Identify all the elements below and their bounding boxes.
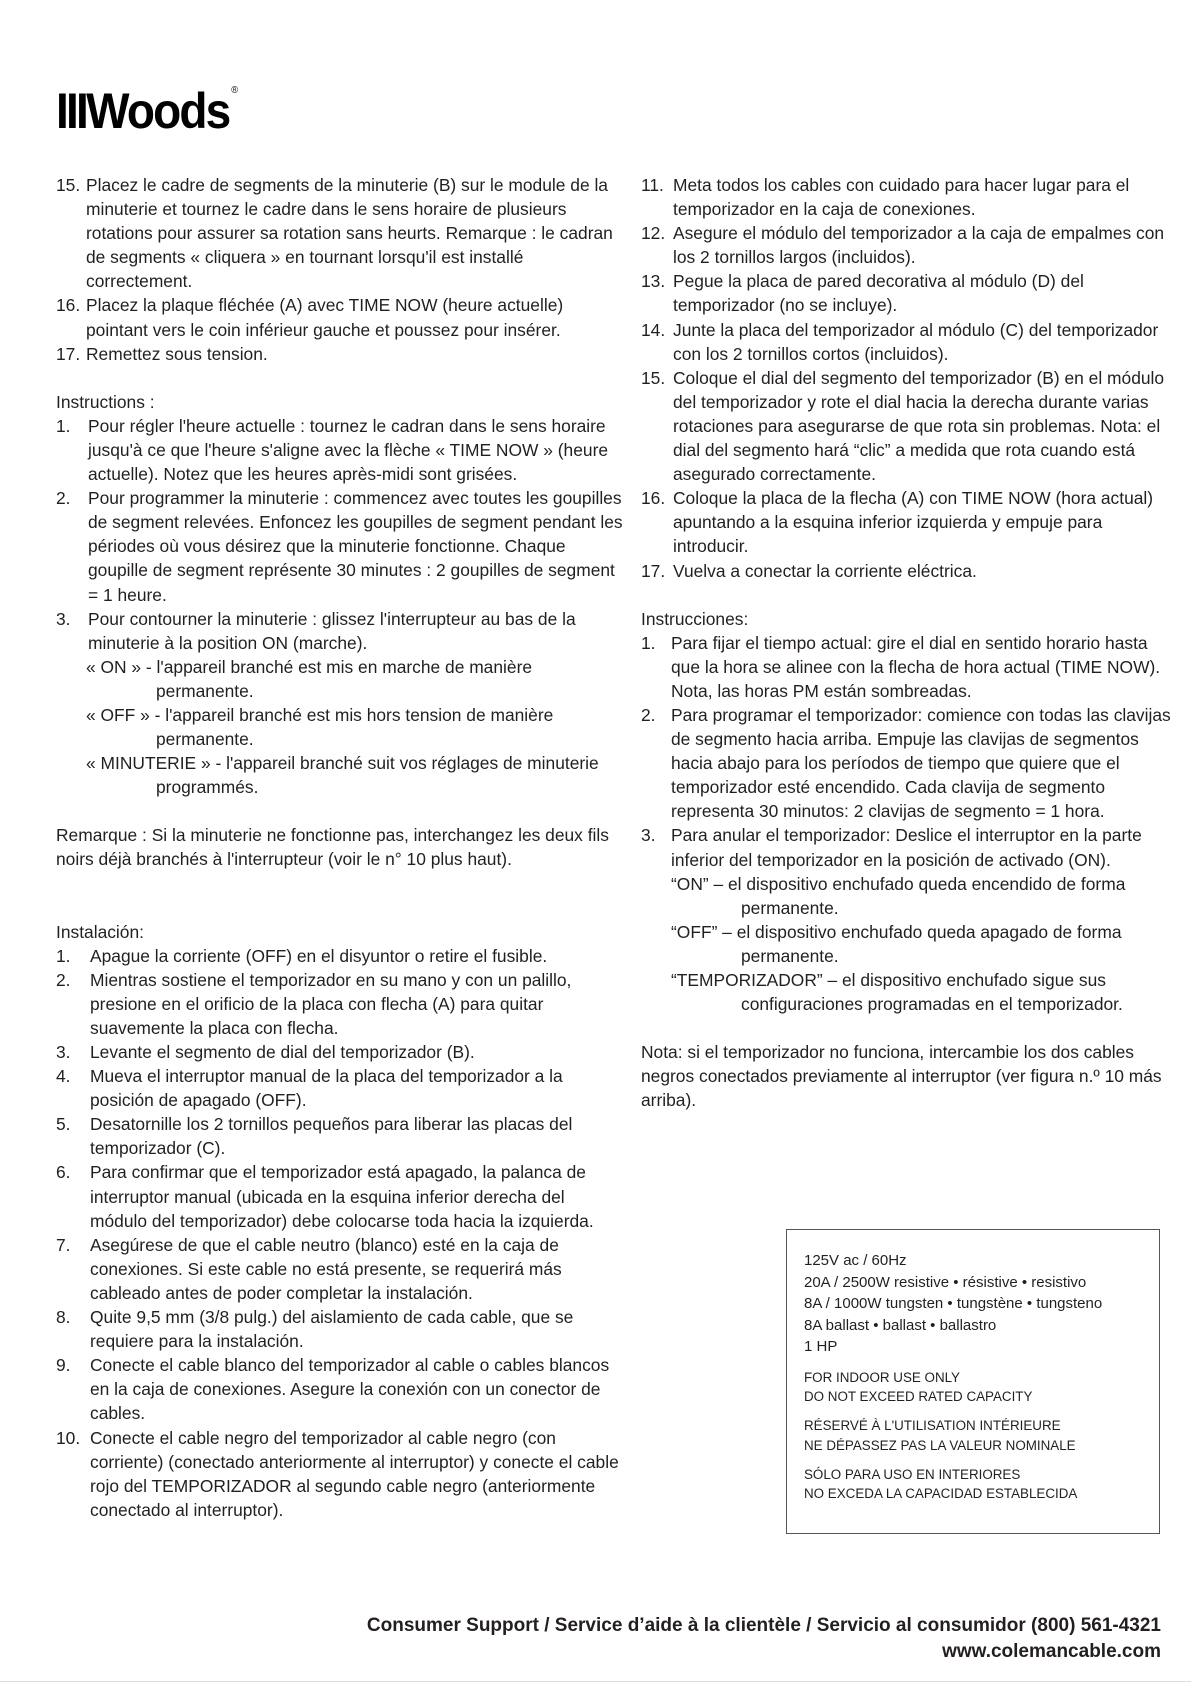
spec-line: 8A ballast • ballast • ballastro <box>804 1316 997 1334</box>
spec-line: 1 HP <box>804 1338 838 1356</box>
website-link[interactable]: www.colemancable.com <box>942 1641 1161 1662</box>
list-item: 16. Placez la plaque fléchée (A) avec TIME NOW (heure actuelle) pointant vers le coin inférieur gauche et poussez pour insérer. <box>56 295 564 340</box>
bottom-divider <box>0 1681 1191 1682</box>
list-item: 7. Asegúrese de que el cable neutro (blanco) esté en la caja de conexiones. Si este cable no está presente, se requerirá más cableado antes de poder completar la instalación. <box>56 1234 562 1303</box>
logo-wordmark: Woods <box>86 83 230 139</box>
list-item: 3. Para anular el temporizador: Deslice el interruptor en la parte inferior del temporizador en la posición de activado (ON). <box>641 825 1142 870</box>
right-column <box>641 173 1171 1112</box>
list-item: 1. Pour régler l'heure actuelle : tournez le cadran dans le sens horaire jusqu'à ce que l'heure s'aligne avec la flèche « TIME NOW » (heure actuelle). Notez que les heures après-midi sont grisées. <box>56 415 609 485</box>
fr-steps-list <box>56 173 626 366</box>
list-item: 17. Vuelva a conectar la corriente eléctrica. <box>641 560 977 581</box>
specifications-box <box>786 1229 1160 1534</box>
mode-description: “TEMPORIZADOR” – el dispositivo enchufado sigue sus configuraciones programadas en el temporizador. <box>671 970 1123 1015</box>
list-item: 10. Conecte el cable negro del temporizador al cable negro (con corriente) (conectado anteriormente al interruptor) y conecte el cable rojo del TEMPORIZADOR al segundo cable negro (anteriormente conectado al interruptor). <box>56 1427 619 1520</box>
list-item: 11. Meta todos los cables con cuidado para hacer lugar para el temporizador en la caja de conexiones. <box>641 175 1130 220</box>
mode-description: “OFF” – el dispositivo enchufado queda apagado de forma permanente. <box>671 921 1122 966</box>
registered-mark: ® <box>231 85 237 96</box>
spec-line: 8A / 1000W tungsten • tungstène • tungsteno <box>804 1295 1103 1313</box>
list-item: 2. Para programar el temporizador: comience con todas las clavijas de segmento hacia arriba. Empuje las clavijas de segmentos hacia abajo para los períodos de tiempo que quiere que el temporizador esté encendido. Cada clavija de segmento representa 30 minutos: 2 clavijas de segmento = 1 hora. <box>641 704 1171 822</box>
list-item: 1. Para fijar el tiempo actual: gire el dial en sentido horario hasta que la hora se alinee con la flecha de hora actual (TIME NOW). Nota, las horas PM están sombreadas. <box>641 632 1161 701</box>
list-item: 14. Junte la placa del temporizador al módulo (C) del temporizador con los 2 tornillos cortos (incluidos). <box>641 319 1159 364</box>
mode-description: “ON” – el dispositivo enchufado queda encendido de forma permanente. <box>671 873 1126 918</box>
es-instructions-list <box>641 631 1171 1017</box>
spec-line: 20A / 2500W resistive • résistive • resistivo <box>804 1273 1087 1291</box>
logo-bars: III <box>56 83 87 139</box>
es-note: Nota: si el temporizador no funciona, intercambie los dos cables negros conectados previamente al interruptor (ver figura n.º 10 más arriba). <box>641 1042 1162 1111</box>
list-item: 17. Remettez sous tension. <box>56 343 268 364</box>
woods-logo <box>56 83 237 139</box>
list-item: 3. Pour contourner la minuterie : glissez l'interrupteur au bas de la minuterie à la position ON (marche). <box>56 608 576 653</box>
warning-fr: RÉSERVÉ À L'UTILISATION INTÉRIEURE NE DÉPASSEZ PAS LA VALEUR NOMINALE <box>804 1418 1076 1453</box>
list-item: 2. Mientras sostiene el temporizador en su mano y con un palillo, presione en el orificio de la placa con flecha (A) para quitar suavemente la placa con flecha. <box>56 969 572 1038</box>
es-install-list <box>56 944 626 1522</box>
list-item: 3. Levante el segmento de dial del temporizador (B). <box>56 1042 475 1062</box>
list-item: 4. Mueva el interruptor manual de la placa del temporizador a la posición de apagado (OFF). <box>56 1066 563 1111</box>
list-item: 16. Coloque la placa de la flecha (A) con TIME NOW (hora actual) apuntando a la esquina inferior izquierda y empuje para introducir. <box>641 488 1154 557</box>
list-item: 1. Apague la corriente (OFF) en el disyuntor o retire el fusible. <box>56 945 548 966</box>
list-item: 12. Asegure el módulo del temporizador a la caja de empalmes con los 2 tornillos largos (incluidos). <box>641 223 1165 268</box>
footer <box>367 1613 1161 1665</box>
es-install-heading: Instalación: <box>56 921 144 942</box>
fr-note: Remarque : Si la minuterie ne fonctionne pas, interchangez les deux fils noirs déjà branchés à l'interrupteur (voir le n° 10 plus haut). <box>56 825 609 870</box>
spec-lines <box>804 1250 1142 1358</box>
list-item: 2. Pour programmer la minuterie : commencez avec toutes les goupilles de segment relevées. Enfoncez les goupilles de segment pendant les périodes où vous désirez que la minuterie fonctionne. Chaque goupille de segment représente 30 minutes : 2 goupilles de segment = 1 heure. <box>56 488 623 605</box>
spec-line: 125V ac / 60Hz <box>804 1252 907 1269</box>
list-item: 6. Para confirmar que el temporizador está apagado, la palanca de interruptor manual (ubicada en la esquina inferior derecha del módulo del temporizador) debe colocarse toda hacia la izquierda. <box>56 1162 594 1231</box>
fr-instructions-list <box>56 414 626 800</box>
mode-description: « MINUTERIE » - l'appareil branché suit vos réglages de minuterie programmés. <box>86 753 599 798</box>
fr-instructions-heading: Instructions : <box>56 391 155 412</box>
list-item: 8. Quite 9,5 mm (3/8 pulg.) del aislamiento de cada cable, que se requiere para la instalación. <box>56 1307 574 1352</box>
list-item: 15. Coloque el dial del segmento del temporizador (B) en el módulo del temporizador y rote el dial hacia la derecha durante varias rotaciones para asegurarse de que rota sin problemas. Nota: el dial del segmento hará “clic” a medida que rota cuando está asegurado correctamente. <box>641 367 1165 485</box>
es-instructions-heading: Instrucciones: <box>641 608 749 629</box>
list-item: 5. Desatornille los 2 tornillos pequeños para liberar las placas del temporizador (C). <box>56 1114 573 1159</box>
warning-es: SÓLO PARA USO EN INTERIORES NO EXCEDA LA CAPACIDAD ESTABLECIDA <box>804 1466 1078 1501</box>
list-item: 9. Conecte el cable blanco del temporizador al cable o cables blancos en la caja de conexiones. Asegure la conexión con un conector de cables. <box>56 1355 610 1424</box>
warning-en: FOR INDOOR USE ONLY DO NOT EXCEED RATED CAPACITY <box>804 1369 1033 1405</box>
es-steps-list <box>641 173 1171 583</box>
mode-description: « OFF » - l'appareil branché est mis hors tension de manière permanente. <box>86 704 554 750</box>
list-item: 15. Placez le cadre de segments de la minuterie (B) sur le module de la minuterie et tournez le cadre dans le sens horaire de plusieurs rotations pour assurer sa rotation sans heurts. Remarque : le cadran de segments « cliquera » en tournant lorsqu'il est installé correctement. <box>56 175 613 292</box>
left-column <box>56 173 626 1522</box>
consumer-support-line: Consumer Support / Service d’aide à la clientèle / Servicio al consumidor (800) 561-4321 <box>366 1615 1161 1636</box>
list-item: 13. Pegue la placa de pared decorativa al módulo (D) del temporizador (no se incluye). <box>641 271 1084 316</box>
mode-description: « ON » - l'appareil branché est mis en marche de manière permanente. <box>86 656 533 701</box>
